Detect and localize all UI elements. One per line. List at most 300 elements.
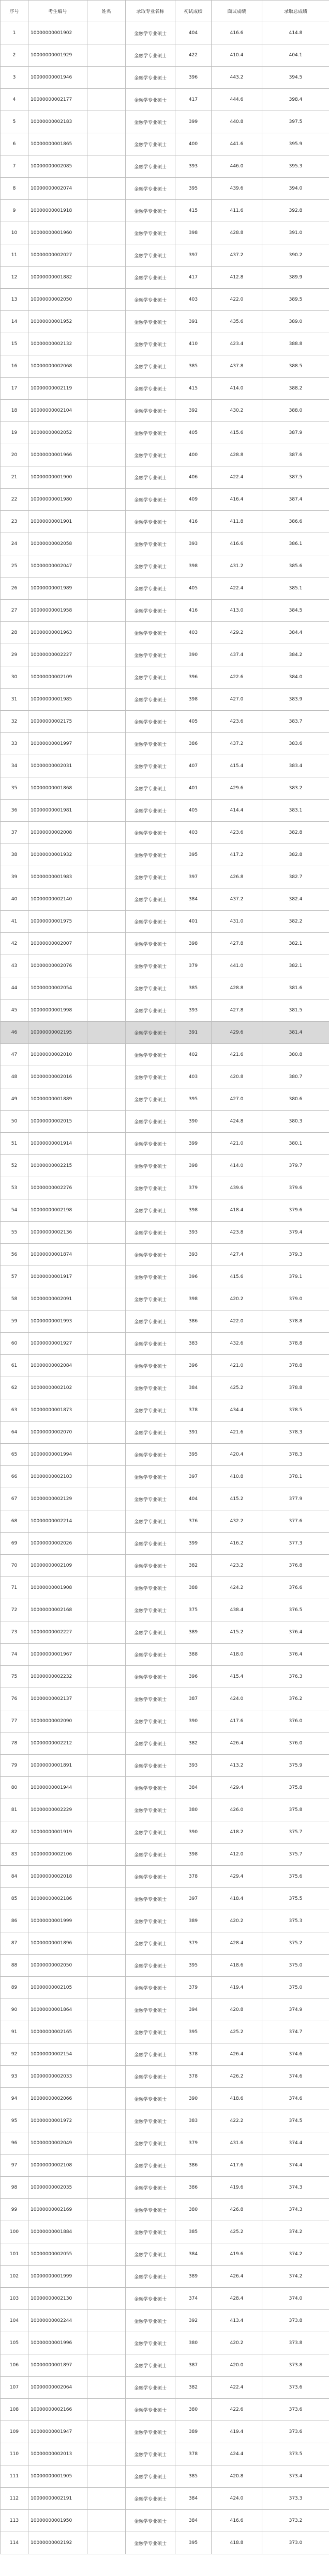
cell-exam-number: 10000000001884 <box>28 2221 87 2243</box>
cell-exam-number: 10000000002186 <box>28 1888 87 1910</box>
cell-exam-number: 10000000002227 <box>28 644 87 666</box>
table-row <box>1 600 329 622</box>
cell-major: 金融学专业硕士 <box>126 333 175 355</box>
cell-total-score: 378.3 <box>262 1422 329 1444</box>
table-row <box>1 400 329 422</box>
cell-index: 110 <box>1 2443 28 2465</box>
cell-index: 15 <box>1 333 28 355</box>
cell-exam-number: 10000000002109 <box>28 666 87 689</box>
cell-written-score: 416 <box>175 511 212 533</box>
cell-interview-score: 412.0 <box>212 1844 262 1866</box>
cell-written-score: 397 <box>175 244 212 267</box>
cell-major: 金融学专业硕士 <box>126 2354 175 2377</box>
cell-name <box>87 133 126 155</box>
cell-major: 金融学专业硕士 <box>126 2243 175 2266</box>
cell-written-score: 388 <box>175 1644 212 1666</box>
cell-total-score: 386.6 <box>262 511 329 533</box>
table-row <box>1 155 329 178</box>
cell-exam-number: 10000000002015 <box>28 1111 87 1133</box>
cell-interview-score: 415.2 <box>212 1488 262 1510</box>
table-row <box>1 2221 329 2243</box>
cell-major: 金融学专业硕士 <box>126 1866 175 1888</box>
cell-major: 金融学专业硕士 <box>126 2043 175 2066</box>
cell-exam-number: 10000000001996 <box>28 2332 87 2354</box>
cell-name <box>87 2443 126 2465</box>
cell-exam-number: 10000000001874 <box>28 1244 87 1266</box>
cell-name <box>87 400 126 422</box>
cell-written-score: 378 <box>175 1866 212 1888</box>
cell-interview-score: 422.2 <box>212 2110 262 2132</box>
cell-name <box>87 2199 126 2221</box>
cell-index: 97 <box>1 2155 28 2177</box>
cell-written-score: 383 <box>175 2110 212 2132</box>
cell-name <box>87 1133 126 1155</box>
cell-total-score: 376.0 <box>262 1710 329 1732</box>
cell-name <box>87 689 126 711</box>
cell-written-score: 379 <box>175 955 212 977</box>
cell-index: 114 <box>1 2532 28 2554</box>
cell-written-score: 405 <box>175 577 212 600</box>
cell-index: 31 <box>1 689 28 711</box>
cell-written-score: 395 <box>175 2021 212 2043</box>
cell-written-score: 391 <box>175 1422 212 1444</box>
cell-index: 62 <box>1 1377 28 1399</box>
cell-written-score: 396 <box>175 1266 212 1288</box>
cell-interview-score: 427.8 <box>212 1000 262 1022</box>
cell-name <box>87 1333 126 1355</box>
header-name: 姓名 <box>87 1 126 22</box>
cell-major: 金融学专业硕士 <box>126 44 175 67</box>
table-row <box>1 1444 329 1466</box>
cell-written-score: 403 <box>175 1066 212 1088</box>
cell-major: 金融学专业硕士 <box>126 511 175 533</box>
cell-major: 金融学专业硕士 <box>126 1510 175 1533</box>
cell-exam-number: 10000000001975 <box>28 911 87 933</box>
cell-interview-score: 421.0 <box>212 1355 262 1377</box>
cell-written-score: 390 <box>175 2088 212 2110</box>
cell-exam-number: 10000000001927 <box>28 1333 87 1355</box>
cell-exam-number: 10000000002276 <box>28 1177 87 1199</box>
cell-interview-score: 420.8 <box>212 1999 262 2021</box>
cell-written-score: 398 <box>175 933 212 955</box>
cell-major: 金融学专业硕士 <box>126 1266 175 1288</box>
cell-index: 104 <box>1 2310 28 2332</box>
cell-major: 金融学专业硕士 <box>126 977 175 1000</box>
cell-exam-number: 10000000002106 <box>28 1844 87 1866</box>
table-row <box>1 2266 329 2288</box>
cell-major: 金融学专业硕士 <box>126 666 175 689</box>
cell-written-score: 380 <box>175 2199 212 2221</box>
cell-interview-score: 428.4 <box>212 2288 262 2310</box>
cell-written-score: 391 <box>175 311 212 333</box>
cell-name <box>87 1955 126 1977</box>
cell-total-score: 373.8 <box>262 2354 329 2377</box>
cell-total-score: 395.9 <box>262 133 329 155</box>
cell-exam-number: 10000000002229 <box>28 1799 87 1821</box>
cell-name <box>87 89 126 111</box>
cell-name <box>87 533 126 555</box>
cell-major: 金融学专业硕士 <box>126 1821 175 1844</box>
cell-index: 82 <box>1 1821 28 1844</box>
cell-index: 111 <box>1 2465 28 2488</box>
cell-index: 93 <box>1 2066 28 2088</box>
cell-index: 28 <box>1 622 28 644</box>
cell-interview-score: 423.6 <box>212 822 262 844</box>
cell-interview-score: 416.6 <box>212 22 262 44</box>
cell-name <box>87 1244 126 1266</box>
table-header <box>1 1 329 22</box>
cell-major: 金融学专业硕士 <box>126 1399 175 1422</box>
cell-written-score: 379 <box>175 1177 212 1199</box>
cell-major: 金融学专业硕士 <box>126 222 175 244</box>
cell-major: 金融学专业硕士 <box>126 844 175 866</box>
cell-index: 14 <box>1 311 28 333</box>
cell-major: 金融学专业硕士 <box>126 1710 175 1732</box>
cell-major: 金融学专业硕士 <box>126 267 175 289</box>
cell-written-score: 399 <box>175 1533 212 1555</box>
cell-exam-number: 10000000002175 <box>28 711 87 733</box>
cell-exam-number: 10000000002132 <box>28 333 87 355</box>
cell-major: 金融学专业硕士 <box>126 178 175 200</box>
cell-total-score: 383.2 <box>262 777 329 800</box>
cell-index: 19 <box>1 422 28 444</box>
cell-total-score: 375.8 <box>262 1777 329 1799</box>
cell-index: 106 <box>1 2354 28 2377</box>
cell-major: 金融学专业硕士 <box>126 600 175 622</box>
cell-index: 73 <box>1 1621 28 1644</box>
cell-name <box>87 733 126 755</box>
cell-interview-score: 427.8 <box>212 933 262 955</box>
cell-exam-number: 10000000002008 <box>28 822 87 844</box>
cell-interview-score: 422.4 <box>212 2377 262 2399</box>
table-row <box>1 2488 329 2510</box>
cell-interview-score: 428.8 <box>212 444 262 466</box>
cell-major: 金融学专业硕士 <box>126 1599 175 1621</box>
cell-written-score: 390 <box>175 1111 212 1133</box>
cell-major: 金融学专业硕士 <box>126 2443 175 2465</box>
cell-written-score: 396 <box>175 1355 212 1377</box>
cell-exam-number: 10000000002214 <box>28 1510 87 1533</box>
cell-written-score: 388 <box>175 1577 212 1599</box>
table-row <box>1 1755 329 1777</box>
table-row <box>1 1910 329 1932</box>
cell-name <box>87 222 126 244</box>
cell-interview-score: 422.6 <box>212 2399 262 2421</box>
cell-name <box>87 711 126 733</box>
cell-written-score: 417 <box>175 89 212 111</box>
cell-exam-number: 10000000001919 <box>28 1821 87 1844</box>
cell-exam-number: 10000000002031 <box>28 755 87 777</box>
cell-exam-number: 10000000002165 <box>28 2021 87 2043</box>
cell-interview-score: 419.4 <box>212 1977 262 1999</box>
cell-total-score: 387.6 <box>262 444 329 466</box>
cell-index: 22 <box>1 489 28 511</box>
cell-name <box>87 1732 126 1755</box>
cell-name <box>87 2132 126 2155</box>
cell-exam-number: 10000000002068 <box>28 355 87 378</box>
table-row <box>1 444 329 466</box>
cell-total-score: 382.2 <box>262 911 329 933</box>
table-row <box>1 2110 329 2132</box>
cell-major: 金融学专业硕士 <box>126 1932 175 1955</box>
cell-exam-number: 10000000002104 <box>28 400 87 422</box>
cell-name <box>87 1466 126 1488</box>
cell-major: 金融学专业硕士 <box>126 89 175 111</box>
cell-interview-score: 416.6 <box>212 533 262 555</box>
table-row <box>1 1066 329 1088</box>
cell-interview-score: 415.4 <box>212 1666 262 1688</box>
cell-major: 金融学专业硕士 <box>126 1199 175 1222</box>
cell-total-score: 373.3 <box>262 2488 329 2510</box>
cell-written-score: 385 <box>175 355 212 378</box>
cell-name <box>87 355 126 378</box>
cell-index: 52 <box>1 1155 28 1177</box>
table-row <box>1 1199 329 1222</box>
cell-exam-number: 10000000002212 <box>28 1732 87 1755</box>
table-row <box>1 1777 329 1799</box>
cell-interview-score: 419.6 <box>212 2177 262 2199</box>
cell-name <box>87 2465 126 2488</box>
table-row <box>1 1155 329 1177</box>
cell-index: 74 <box>1 1644 28 1666</box>
cell-exam-number: 10000000002064 <box>28 2377 87 2399</box>
table-row <box>1 933 329 955</box>
cell-total-score: 378.8 <box>262 1310 329 1333</box>
table-row <box>1 378 329 400</box>
cell-exam-number: 10000000001905 <box>28 2465 87 2488</box>
table-row <box>1 888 329 911</box>
cell-name <box>87 2088 126 2110</box>
cell-interview-score: 434.4 <box>212 1399 262 1422</box>
cell-name <box>87 1377 126 1399</box>
cell-name <box>87 178 126 200</box>
cell-written-score: 401 <box>175 777 212 800</box>
cell-written-score: 383 <box>175 1333 212 1355</box>
cell-name <box>87 489 126 511</box>
cell-exam-number: 10000000001901 <box>28 511 87 533</box>
cell-written-score: 386 <box>175 1310 212 1333</box>
table-row <box>1 244 329 267</box>
cell-written-score: 378 <box>175 2443 212 2465</box>
cell-exam-number: 10000000002130 <box>28 2288 87 2310</box>
cell-interview-score: 423.2 <box>212 1555 262 1577</box>
cell-interview-score: 426.8 <box>212 866 262 888</box>
table-row <box>1 1310 329 1333</box>
table-row <box>1 844 329 866</box>
header-total-score: 录取总成绩 <box>262 1 329 22</box>
cell-name <box>87 444 126 466</box>
table-row <box>1 2243 329 2266</box>
cell-exam-number: 10000000001908 <box>28 1577 87 1599</box>
cell-exam-number: 10000000002191 <box>28 2488 87 2510</box>
cell-total-score: 375.2 <box>262 1932 329 1955</box>
cell-name <box>87 1355 126 1377</box>
cell-interview-score: 418.6 <box>212 2088 262 2110</box>
cell-exam-number: 10000000001944 <box>28 1777 87 1799</box>
cell-exam-number: 10000000001917 <box>28 1266 87 1288</box>
cell-major: 金融学专业硕士 <box>126 2177 175 2199</box>
cell-total-score: 373.6 <box>262 2377 329 2399</box>
cell-name <box>87 666 126 689</box>
cell-name <box>87 466 126 489</box>
cell-index: 30 <box>1 666 28 689</box>
cell-total-score: 382.1 <box>262 955 329 977</box>
cell-written-score: 396 <box>175 666 212 689</box>
cell-index: 49 <box>1 1088 28 1111</box>
cell-total-score: 374.7 <box>262 2021 329 2043</box>
cell-written-score: 393 <box>175 1000 212 1022</box>
cell-total-score: 374.0 <box>262 2288 329 2310</box>
cell-interview-score: 414.0 <box>212 378 262 400</box>
table-row <box>1 2377 329 2399</box>
cell-interview-score: 420.2 <box>212 2332 262 2354</box>
cell-interview-score: 444.6 <box>212 89 262 111</box>
cell-total-score: 395.3 <box>262 155 329 178</box>
cell-exam-number: 10000000001897 <box>28 2354 87 2377</box>
cell-interview-score: 423.8 <box>212 1222 262 1244</box>
cell-major: 金融学专业硕士 <box>126 1755 175 1777</box>
cell-interview-score: 427.0 <box>212 1088 262 1111</box>
cell-major: 金融学专业硕士 <box>126 244 175 267</box>
cell-written-score: 395 <box>175 178 212 200</box>
table-row <box>1 533 329 555</box>
cell-exam-number: 10000000001997 <box>28 733 87 755</box>
cell-exam-number: 10000000002076 <box>28 955 87 977</box>
cell-interview-score: 424.8 <box>212 1111 262 1133</box>
cell-total-score: 375.8 <box>262 1799 329 1821</box>
cell-total-score: 394.0 <box>262 178 329 200</box>
cell-total-score: 374.9 <box>262 1999 329 2021</box>
cell-written-score: 398 <box>175 1844 212 1866</box>
cell-total-score: 373.6 <box>262 2421 329 2443</box>
cell-total-score: 386.1 <box>262 533 329 555</box>
cell-index: 48 <box>1 1066 28 1088</box>
cell-major: 金融学专业硕士 <box>126 1488 175 1510</box>
cell-written-score: 391 <box>175 1022 212 1044</box>
cell-total-score: 387.4 <box>262 489 329 511</box>
cell-total-score: 377.6 <box>262 1510 329 1533</box>
cell-name <box>87 2266 126 2288</box>
cell-written-score: 415 <box>175 200 212 222</box>
table-row <box>1 1222 329 1244</box>
table-row <box>1 1999 329 2021</box>
cell-total-score: 382.1 <box>262 933 329 955</box>
cell-index: 66 <box>1 1466 28 1488</box>
cell-major: 金融学专业硕士 <box>126 1444 175 1466</box>
cell-written-score: 384 <box>175 2243 212 2266</box>
cell-major: 金融学专业硕士 <box>126 1377 175 1399</box>
table-row <box>1 1577 329 1599</box>
cell-exam-number: 10000000002054 <box>28 977 87 1000</box>
cell-name <box>87 555 126 577</box>
cell-name <box>87 1399 126 1422</box>
cell-name <box>87 1088 126 1111</box>
cell-exam-number: 10000000001999 <box>28 2266 87 2288</box>
cell-written-score: 379 <box>175 1977 212 1999</box>
cell-written-score: 379 <box>175 2132 212 2155</box>
cell-total-score: 380.7 <box>262 1066 329 1088</box>
cell-name <box>87 1222 126 1244</box>
cell-written-score: 390 <box>175 644 212 666</box>
cell-interview-score: 437.8 <box>212 355 262 378</box>
cell-interview-score: 420.0 <box>212 2354 262 2377</box>
cell-total-score: 388.2 <box>262 378 329 400</box>
cell-index: 64 <box>1 1422 28 1444</box>
cell-total-score: 379.6 <box>262 1177 329 1199</box>
cell-name <box>87 1688 126 1710</box>
cell-total-score: 377.9 <box>262 1488 329 1510</box>
cell-exam-number: 10000000001929 <box>28 44 87 67</box>
cell-major: 金融学专业硕士 <box>126 1000 175 1022</box>
cell-name <box>87 1555 126 1577</box>
cell-interview-score: 441.0 <box>212 955 262 977</box>
cell-interview-score: 426.4 <box>212 2266 262 2288</box>
cell-major: 金融学专业硕士 <box>126 2332 175 2354</box>
cell-total-score: 378.3 <box>262 1444 329 1466</box>
cell-written-score: 380 <box>175 2332 212 2354</box>
table-row <box>1 1932 329 1955</box>
cell-exam-number: 10000000001960 <box>28 222 87 244</box>
cell-interview-score: 428.4 <box>212 1932 262 1955</box>
table-row <box>1 89 329 111</box>
cell-interview-score: 415.6 <box>212 1266 262 1288</box>
cell-written-score: 389 <box>175 2421 212 2443</box>
cell-major: 金融学专业硕士 <box>126 1999 175 2021</box>
cell-name <box>87 1844 126 1866</box>
cell-name <box>87 2221 126 2243</box>
cell-interview-score: 412.8 <box>212 267 262 289</box>
cell-index: 80 <box>1 1777 28 1799</box>
cell-written-score: 404 <box>175 22 212 44</box>
cell-written-score: 415 <box>175 378 212 400</box>
table-row <box>1 289 329 311</box>
cell-major: 金融学专业硕士 <box>126 1288 175 1310</box>
cell-major: 金融学专业硕士 <box>126 689 175 711</box>
cell-index: 83 <box>1 1844 28 1866</box>
cell-total-score: 379.4 <box>262 1222 329 1244</box>
cell-exam-number: 10000000002084 <box>28 1355 87 1377</box>
cell-written-score: 384 <box>175 1377 212 1399</box>
table-row <box>1 2443 329 2465</box>
table-row <box>1 1710 329 1732</box>
table-row <box>1 822 329 844</box>
cell-name <box>87 511 126 533</box>
cell-total-score: 378.8 <box>262 1377 329 1399</box>
cell-interview-score: 420.2 <box>212 1910 262 1932</box>
cell-major: 金融学专业硕士 <box>126 911 175 933</box>
cell-index: 75 <box>1 1666 28 1688</box>
cell-major: 金融学专业硕士 <box>126 2421 175 2443</box>
cell-total-score: 374.3 <box>262 2199 329 2221</box>
cell-exam-number: 10000000002227 <box>28 1621 87 1644</box>
cell-exam-number: 10000000001966 <box>28 444 87 466</box>
cell-written-score: 384 <box>175 2488 212 2510</box>
cell-index: 94 <box>1 2088 28 2110</box>
cell-major: 金融学专业硕士 <box>126 200 175 222</box>
cell-total-score: 377.3 <box>262 1533 329 1555</box>
cell-total-score: 376.6 <box>262 1577 329 1599</box>
cell-interview-score: 422.0 <box>212 1310 262 1333</box>
header-major: 录取专业名称 <box>126 1 175 22</box>
cell-exam-number: 10000000002232 <box>28 1666 87 1688</box>
cell-major: 金融学专业硕士 <box>126 1044 175 1066</box>
cell-index: 72 <box>1 1599 28 1621</box>
cell-total-score: 373.6 <box>262 2399 329 2421</box>
cell-written-score: 385 <box>175 977 212 1000</box>
cell-major: 金融学专业硕士 <box>126 1977 175 1999</box>
cell-index: 54 <box>1 1199 28 1222</box>
table-row <box>1 1488 329 1510</box>
